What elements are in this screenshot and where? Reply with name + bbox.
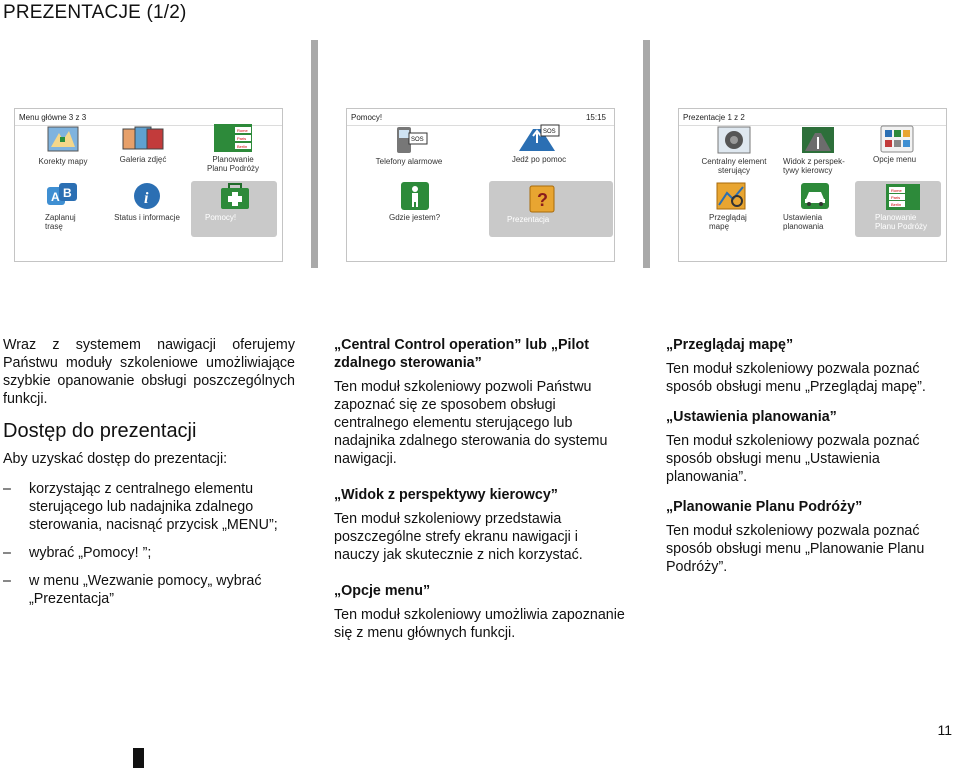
edge-marker xyxy=(133,748,144,768)
svg-text:SOS: SOS xyxy=(543,129,556,135)
menu-item-map-corrections[interactable]: Korekty mapy xyxy=(33,125,93,166)
menu-item-help[interactable]: Pomocy! xyxy=(205,183,265,222)
clock: 15:15 xyxy=(585,113,606,122)
module-text: Ten moduł szkoleniowy pozwala poznać sposób obsługi menu „Planowanie Planu Podróży”. xyxy=(666,523,925,575)
presentation-icon xyxy=(527,185,557,213)
access-lead: Aby uzyskać dostęp do prezentacji: xyxy=(3,451,228,467)
module-text: Ten moduł szkoleniowy pozwala poznać sposób obsługi menu „Ustawienia planowania”. xyxy=(666,433,920,485)
list-item: – korzystając z centralnego elementu sterującego lub nadajnika zdalnego sterowania, nacisnąć przycisk „MENU”; xyxy=(3,480,295,534)
screen-title: Prezentacje 1 z 2 xyxy=(683,113,745,122)
menu-item-central-control[interactable]: Centralny element sterujący xyxy=(699,125,769,175)
module-text: Ten moduł szkoleniowy pozwoli Państwu zapoznać się ze sposobem obsługi centralnego elementu sterującego lub nadajnika zdalnego sterowania do systemu nawigacji. xyxy=(334,379,608,467)
menu-item-photo-gallery[interactable]: Galeria zdjęć xyxy=(113,125,173,164)
menu-item-browse-map[interactable]: Przeglądaj mapę xyxy=(701,181,761,231)
ab-route-icon xyxy=(43,181,83,211)
browse-map-icon xyxy=(715,181,747,211)
module-heading: „Central Control operation” lub „Pilot zdalnego sterowania” xyxy=(334,337,589,371)
map-corrections-icon xyxy=(47,125,79,155)
svg-text:Rome: Rome xyxy=(237,128,248,133)
svg-text:SOS: SOS xyxy=(411,137,424,143)
central-control-icon xyxy=(717,125,751,155)
info-icon xyxy=(132,181,162,211)
module-heading: „Widok z perspektywy kierowcy” xyxy=(334,487,558,503)
svg-text:Berlin: Berlin xyxy=(237,144,248,149)
photo-gallery-icon xyxy=(121,125,165,153)
module-heading: „Planowanie Planu Podróży” xyxy=(666,499,863,515)
emergency-phone-icon xyxy=(389,125,429,155)
car-settings-icon xyxy=(799,181,831,211)
menu-item-status-info[interactable]: i Status i informacje xyxy=(111,181,183,222)
menu-item-trip-planner[interactable]: Rome Paris Berlin Planowanie Planu Podróży xyxy=(201,123,265,173)
menu-item-presentation[interactable]: ? Prezentacja xyxy=(507,185,577,224)
driver-view-icon xyxy=(801,125,835,155)
screen-main-menu xyxy=(14,108,283,262)
menu-item-go-for-help[interactable]: SOS Jedź po pomoc xyxy=(497,123,581,164)
separator-bar xyxy=(643,40,650,268)
menu-item-emergency-phones[interactable]: SOS Telefony alarmowe xyxy=(371,125,447,166)
menu-item-menu-options[interactable]: Opcje menu xyxy=(869,125,925,164)
screen-presentations xyxy=(678,108,947,262)
go-for-help-icon xyxy=(515,123,563,153)
menu-item-trip-planner[interactable]: Rome Paris Berlin Planowanie Planu Podróży xyxy=(875,183,931,231)
access-heading: Dostęp do prezentacji xyxy=(3,420,197,442)
svg-text:Paris: Paris xyxy=(237,136,247,141)
screen-header xyxy=(679,109,946,126)
menu-item-where-am-i[interactable]: Gdzie jestem? xyxy=(379,181,451,222)
module-heading: „Przeglądaj mapę” xyxy=(666,337,794,353)
svg-text:?: ? xyxy=(537,190,548,210)
list-item: – wybrać „Pomocy! ”; xyxy=(3,544,295,562)
page-number: 11 xyxy=(937,722,952,738)
svg-text:Rome: Rome xyxy=(891,188,902,193)
svg-text:Paris: Paris xyxy=(891,195,901,200)
column-intro xyxy=(3,336,295,618)
trip-planner-icon xyxy=(885,183,921,211)
first-aid-kit-icon xyxy=(219,183,251,211)
menu-item-plan-route[interactable]: A B Zaplanuj trasę xyxy=(35,181,91,231)
module-text: Ten moduł szkoleniowy umożliwia zapoznanie się z menu głównych funkcji. xyxy=(334,607,625,641)
list-item: – w menu „Wezwanie pomocy„ wybrać „Prezentacja” xyxy=(3,572,295,608)
module-text: Ten moduł szkoleniowy przedstawia poszczególne strefy ekranu nawigacji i nauczy jak skutecznie z nich korzystać. xyxy=(334,511,583,563)
intro-text: Wraz z systemem nawigacji oferujemy Państwu moduły szkoleniowe umożliwiające szybkie opanowanie obsługi poszczególnych funkcji. xyxy=(3,337,295,407)
svg-text:B: B xyxy=(63,186,72,200)
menu-options-icon xyxy=(880,125,914,153)
column-modules-b xyxy=(666,336,958,588)
screen-title: Pomocy! xyxy=(351,113,383,122)
screen-help xyxy=(346,108,615,262)
module-text: Ten moduł szkoleniowy pozwala poznać sposób obsługi menu „Przeglądaj mapę”. xyxy=(666,361,926,395)
separator-bar xyxy=(311,40,318,268)
svg-text:A: A xyxy=(51,190,60,204)
module-heading: „Ustawienia planowania” xyxy=(666,409,837,425)
screen-title: Menu główne 3 z 3 xyxy=(19,113,87,122)
svg-text:i: i xyxy=(144,190,149,207)
menu-item-planning-settings[interactable]: Ustawienia planowania xyxy=(783,181,847,231)
trip-planner-icon xyxy=(213,123,253,153)
page-title: PREZENTACJE (1/2) xyxy=(3,2,187,23)
person-location-icon xyxy=(399,181,431,211)
menu-item-driver-view[interactable]: Widok z perspek-tywy kierowcy xyxy=(783,125,853,175)
module-heading: „Opcje menu” xyxy=(334,583,431,599)
svg-text:Berlin: Berlin xyxy=(891,202,902,207)
column-modules-a xyxy=(334,336,626,654)
